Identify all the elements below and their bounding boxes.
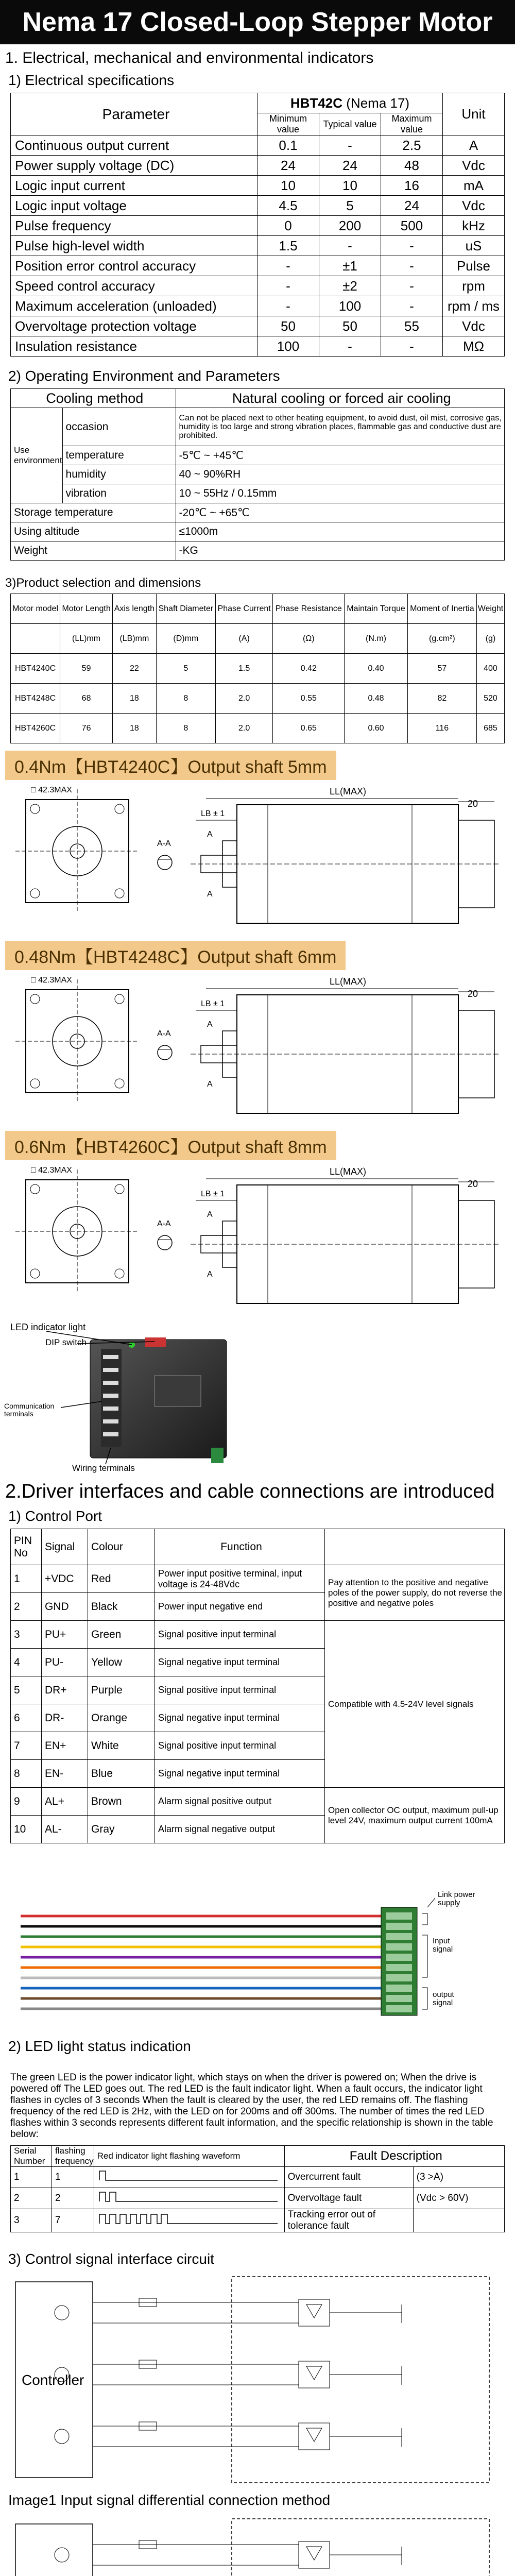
use-env-label: Use environment <box>11 408 63 503</box>
circuit-caption: Image1 Input signal differential connection method <box>8 2492 331 2508</box>
prod-unit: (D)mm <box>156 624 215 654</box>
motor-drawing <box>10 1164 505 1314</box>
cooling-label: Cooling method <box>11 389 176 408</box>
spec-param: Maximum acceleration (unloaded) <box>11 296 258 316</box>
cp-function: Alarm signal negative output <box>155 1816 325 1843</box>
cp-note-power: Pay attention to the positive and negative poles of the power supply, do not reverse the positive and negative poles <box>325 1565 505 1621</box>
spec-value: - <box>381 236 443 256</box>
storage-label: Storage temperature <box>11 503 176 522</box>
cooling-value: Natural cooling or forced air cooling <box>176 389 504 408</box>
dim-a: A <box>207 1080 213 1089</box>
led-heading: 2) LED light status indication <box>8 2038 191 2054</box>
spec-value: 24 <box>381 196 443 216</box>
dim-a: A <box>207 830 213 839</box>
prod-cell: HBT4240C <box>11 654 60 684</box>
interface-circuit-heading: 3) Control signal interface circuit <box>8 2251 214 2267</box>
cp-pin: 6 <box>11 1704 42 1732</box>
led-freq: 2 <box>52 2188 94 2209</box>
dim-a: A <box>207 890 213 899</box>
spec-param: Power supply voltage (DC) <box>11 156 258 176</box>
prod-header: Maintain Torque <box>345 594 407 624</box>
circuit-diagram <box>10 2514 505 2576</box>
circuit-block <box>0 2272 515 2514</box>
link-power-label: Link power supply <box>438 1890 475 1907</box>
spec-value: 10 <box>258 176 319 196</box>
cp-pin: 4 <box>11 1649 42 1676</box>
spec-value: 100 <box>319 296 381 316</box>
control-port-table <box>10 1529 505 1843</box>
unit-header: Unit <box>443 93 505 135</box>
led-serial: 2 <box>11 2188 52 2209</box>
prod-unit: (A) <box>215 624 272 654</box>
motor-drawing <box>10 784 505 934</box>
spec-row <box>11 276 505 296</box>
temperature-value: -5℃ ~ +45℃ <box>176 446 504 465</box>
prod-cell: 0.42 <box>273 654 345 684</box>
spec-value: 50 <box>319 316 381 336</box>
cp-colour: Yellow <box>88 1649 155 1676</box>
prod-unit: (g) <box>476 624 504 654</box>
cp-function: Signal negative input terminal <box>155 1760 325 1788</box>
section-1-heading: 1. Electrical, mechanical and environmental indicators <box>5 49 374 66</box>
led-freq: 7 <box>52 2209 94 2232</box>
spec-value: 48 <box>381 156 443 176</box>
dim-ll: LL(MAX) <box>330 1166 367 1177</box>
model-header: HBT42C (Nema 17) <box>258 93 443 113</box>
controller-label: Controller <box>22 2372 84 2388</box>
spec-value: Vdc <box>443 156 505 176</box>
prod-unit: (g.cm²) <box>407 624 476 654</box>
cp-function: Power input positive terminal, input voltage is 24-48Vdc <box>155 1565 325 1593</box>
spec-value: 1.5 <box>258 236 319 256</box>
dim-ll: LL(MAX) <box>330 786 367 796</box>
dim-a: A <box>207 1020 213 1029</box>
prod-header: Motor Length <box>60 594 113 624</box>
cp-pin: 3 <box>11 1621 42 1649</box>
param-header: Parameter <box>11 93 258 135</box>
led-fault-cond: (Vdc > 60V) <box>413 2188 504 2209</box>
weight-label: Weight <box>11 541 176 561</box>
prod-header: Weight <box>476 594 504 624</box>
prod-row <box>11 714 505 743</box>
prod-cell: 18 <box>113 684 157 714</box>
spec-value: rpm <box>443 276 505 296</box>
waveform-icon <box>97 2188 283 2206</box>
prod-cell: 22 <box>113 654 157 684</box>
spec-value: 5 <box>319 196 381 216</box>
page-title: Nema 17 Closed-Loop Stepper Motor <box>0 0 515 44</box>
spec-value: - <box>258 256 319 276</box>
cp-pin: 5 <box>11 1676 42 1704</box>
led-header-serial: Serial Number <box>11 2146 52 2167</box>
spec-param: Continuous output current <box>11 135 258 156</box>
prod-cell: 2.0 <box>215 714 272 743</box>
spec-value: 2.5 <box>381 135 443 156</box>
wiring-diagram <box>10 1856 505 2026</box>
dim-square: □ 42.3MAX <box>31 786 72 794</box>
prod-header: Shaft Diameter <box>156 594 215 624</box>
spec-value: 16 <box>381 176 443 196</box>
input-signal-label: Input signal <box>433 1937 453 1954</box>
dim-ll: LL(MAX) <box>330 976 367 987</box>
cp-row <box>11 1565 505 1593</box>
led-fault-cond: (3 >A) <box>413 2167 504 2188</box>
spec-value: rpm / ms <box>443 296 505 316</box>
prod-cell: 2.0 <box>215 684 272 714</box>
storage-value: -20℃ ~ +65℃ <box>176 503 504 522</box>
dim-aa: A-A <box>157 839 171 848</box>
cp-pin: 8 <box>11 1760 42 1788</box>
occasion-note: Can not be placed next to other heating equipment, to avoid dust, oil mist, corrosive gas, humidity is too large and strong vibration places, flammable gas and conductive dust are prohibited. <box>176 408 504 446</box>
environment-heading: 2) Operating Environment and Parameters <box>8 368 280 384</box>
dim-20: 20 <box>468 989 478 999</box>
spec-value: 100 <box>258 336 319 357</box>
prod-unit: (N.m) <box>345 624 407 654</box>
model-block <box>0 743 515 934</box>
cp-colour: Red <box>88 1565 155 1593</box>
prod-cell: HBT4260C <box>11 714 60 743</box>
led-row <box>11 2209 505 2232</box>
prod-unit: (LL)mm <box>60 624 113 654</box>
electrical-spec-heading: 1) Electrical specifications <box>8 72 175 88</box>
cp-pin: 10 <box>11 1816 42 1843</box>
spec-value: mA <box>443 176 505 196</box>
spec-row <box>11 216 505 236</box>
model-banner: 0.48Nm【HBT4248C】Output shaft 6mm <box>5 941 346 970</box>
prod-cell: 8 <box>156 714 215 743</box>
cp-signal: AL- <box>42 1816 88 1843</box>
cp-pin: 1 <box>11 1565 42 1593</box>
weight-value: -KG <box>176 541 504 561</box>
spec-value: - <box>319 135 381 156</box>
dim-lb: LB ± 1 <box>201 809 225 818</box>
spec-value: Vdc <box>443 316 505 336</box>
cp-colour: Gray <box>88 1816 155 1843</box>
motor-drawing <box>10 974 505 1124</box>
spec-value: 10 <box>319 176 381 196</box>
led-serial: 1 <box>11 2167 52 2188</box>
cp-header-pin: PIN No <box>11 1529 42 1565</box>
spec-row <box>11 336 505 357</box>
led-header-wave: Red indicator light flashing waveform <box>94 2146 284 2167</box>
spec-param: Logic input current <box>11 176 258 196</box>
spec-value: - <box>381 276 443 296</box>
spec-row <box>11 296 505 316</box>
cp-colour: White <box>88 1732 155 1760</box>
prod-cell: 1.5 <box>215 654 272 684</box>
spec-row <box>11 156 505 176</box>
led-serial: 3 <box>11 2209 52 2232</box>
cp-colour: Green <box>88 1621 155 1649</box>
spec-value: ±1 <box>319 256 381 276</box>
spec-param: Insulation resistance <box>11 336 258 357</box>
output-signal-label: output signal <box>433 1990 454 2007</box>
prod-cell: 0.60 <box>345 714 407 743</box>
prod-cell: 0.55 <box>273 684 345 714</box>
model-banner: 0.6Nm【HBT4260C】Output shaft 8mm <box>5 1131 336 1160</box>
led-header-fault: Fault Description <box>284 2146 504 2167</box>
led-fault-desc: Overcurrent fault <box>284 2167 413 2188</box>
product-selection-heading: 3)Product selection and dimensions <box>5 576 201 590</box>
spec-value: - <box>319 236 381 256</box>
led-freq: 1 <box>52 2167 94 2188</box>
dim-20: 20 <box>468 799 478 809</box>
callout-comm: Communication terminals <box>4 1402 55 1418</box>
vibration-label: vibration <box>62 484 176 503</box>
prod-header: Motor model <box>11 594 60 624</box>
cp-signal: DR+ <box>42 1676 88 1704</box>
spec-value: 24 <box>319 156 381 176</box>
prod-cell: HBT4248C <box>11 684 60 714</box>
typ-header: Typical value <box>319 113 381 135</box>
environment-table <box>10 388 505 561</box>
cp-function: Alarm signal positive output <box>155 1788 325 1816</box>
model-block <box>0 1124 515 1314</box>
model-banner: 0.4Nm【HBT4240C】Output shaft 5mm <box>5 751 336 780</box>
spec-value: uS <box>443 236 505 256</box>
led-fault-desc: Tracking error out of tolerance fault <box>284 2209 413 2232</box>
spec-value: A <box>443 135 505 156</box>
spec-value: - <box>381 336 443 357</box>
prod-cell: 520 <box>476 684 504 714</box>
led-fault-desc: Overvoltage fault <box>284 2188 413 2209</box>
dim-a: A <box>207 1270 213 1279</box>
cp-pin: 7 <box>11 1732 42 1760</box>
spec-param: Pulse frequency <box>11 216 258 236</box>
driver-photo-area <box>0 1319 515 1473</box>
dim-aa: A-A <box>157 1219 171 1228</box>
spec-value: ±2 <box>319 276 381 296</box>
led-waveform <box>94 2188 284 2209</box>
altitude-value: ≤1000m <box>176 522 504 541</box>
spec-row <box>11 256 505 276</box>
model-block <box>0 934 515 1124</box>
prod-cell: 68 <box>60 684 113 714</box>
spec-value: - <box>381 256 443 276</box>
temperature-label: temperature <box>62 446 176 465</box>
cp-signal: EN+ <box>42 1732 88 1760</box>
dim-square: □ 42.3MAX <box>31 976 72 985</box>
prod-header: Phase Resistance <box>273 594 345 624</box>
occasion-label: occasion <box>62 408 176 446</box>
led-row <box>11 2167 505 2188</box>
dim-lb: LB ± 1 <box>201 999 225 1008</box>
cp-signal: +VDC <box>42 1565 88 1593</box>
spec-param: Overvoltage protection voltage <box>11 316 258 336</box>
dim-lb: LB ± 1 <box>201 1190 225 1198</box>
spec-param: Pulse high-level width <box>11 236 258 256</box>
cp-pin: 2 <box>11 1593 42 1621</box>
spec-row <box>11 176 505 196</box>
cp-signal: PU- <box>42 1649 88 1676</box>
prod-cell: 0.40 <box>345 654 407 684</box>
prod-cell: 82 <box>407 684 476 714</box>
prod-cell: 57 <box>407 654 476 684</box>
callout-led: LED indicator light <box>10 1322 86 1332</box>
cp-function: Signal negative input terminal <box>155 1649 325 1676</box>
cp-header-colour: Colour <box>88 1529 155 1565</box>
control-port-heading: 1) Control Port <box>8 1508 102 1524</box>
led-fault-cond <box>413 2209 504 2232</box>
spec-value: 500 <box>381 216 443 236</box>
cp-row <box>11 1621 505 1649</box>
dim-aa: A-A <box>157 1029 171 1038</box>
spec-value: - <box>258 276 319 296</box>
spec-value: Pulse <box>443 256 505 276</box>
altitude-label: Using altitude <box>11 522 176 541</box>
spec-value: - <box>319 336 381 357</box>
led-waveform <box>94 2209 284 2232</box>
spec-row <box>11 236 505 256</box>
spec-row <box>11 135 505 156</box>
spec-value: kHz <box>443 216 505 236</box>
product-selection-table <box>10 594 505 743</box>
prod-cell: 116 <box>407 714 476 743</box>
spec-value: 55 <box>381 316 443 336</box>
dim-a: A <box>207 1210 213 1219</box>
cp-row <box>11 1788 505 1816</box>
prod-unit: (Ω) <box>273 624 345 654</box>
spec-value: 200 <box>319 216 381 236</box>
prod-unit <box>11 624 60 654</box>
spec-param: Position error control accuracy <box>11 256 258 276</box>
humidity-value: 40 ~ 90%RH <box>176 465 504 484</box>
spec-value: 50 <box>258 316 319 336</box>
spec-value: 0 <box>258 216 319 236</box>
prod-header: Moment of Inertia <box>407 594 476 624</box>
cp-signal: EN- <box>42 1760 88 1788</box>
dim-square: □ 42.3MAX <box>31 1166 72 1175</box>
prod-row <box>11 684 505 714</box>
cp-header-note <box>325 1529 505 1565</box>
cp-note-alarm: Open collector OC output, maximum pull-up level 24V, maximum output current 100mA <box>325 1788 505 1843</box>
cp-function: Signal positive input terminal <box>155 1732 325 1760</box>
spec-value: 24 <box>258 156 319 176</box>
cp-function: Signal negative input terminal <box>155 1704 325 1732</box>
cp-colour: Blue <box>88 1760 155 1788</box>
spec-value: MΩ <box>443 336 505 357</box>
cp-note-signal: Compatible with 4.5-24V level signals <box>325 1621 505 1788</box>
waveform-icon <box>97 2167 283 2184</box>
section-2-heading: 2.Driver interfaces and cable connections are introduced <box>5 1481 495 1502</box>
circuit-block <box>0 2514 515 2576</box>
cp-colour: Black <box>88 1593 155 1621</box>
prod-cell: 685 <box>476 714 504 743</box>
prod-unit: (LB)mm <box>113 624 157 654</box>
cp-function: Signal positive input terminal <box>155 1676 325 1704</box>
prod-cell: 0.65 <box>273 714 345 743</box>
spec-value: 0.1 <box>258 135 319 156</box>
cp-signal: PU+ <box>42 1621 88 1649</box>
cp-signal: AL+ <box>42 1788 88 1816</box>
cp-signal: GND <box>42 1593 88 1621</box>
circuit-diagram <box>10 2272 505 2488</box>
led-fault-table <box>10 2145 505 2232</box>
cp-function: Signal positive input terminal <box>155 1621 325 1649</box>
electrical-spec-table <box>10 93 505 357</box>
callout-dip: DIP switch <box>45 1337 87 1347</box>
prod-cell: 59 <box>60 654 113 684</box>
cp-function: Power input negative end <box>155 1593 325 1621</box>
spec-param: Speed control accuracy <box>11 276 258 296</box>
led-description: The green LED is the power indicator light, which stays on when the driver is powered on; When the drive is powered off The LED goes out. The red LED is the fault indicator light. When a fault occurs, the indicator light flashes in cycles of 3 seconds When the fault is cleared by the user, the red LED remains off. The flashing frequency of the red LED is 2Hz, with the LED on for 200ms and off 300ms. The number of times the red LED flashes within 3 seconds represents different fault information, and the specific relationship is shown in the table below: <box>10 2072 493 2140</box>
spec-value: - <box>381 296 443 316</box>
spec-row <box>11 316 505 336</box>
cp-header-function: Function <box>155 1529 325 1565</box>
callout-wiring: Wiring terminals <box>72 1463 135 1473</box>
cp-colour: Purple <box>88 1676 155 1704</box>
cp-header-signal: Signal <box>42 1529 88 1565</box>
waveform-icon <box>97 2210 283 2228</box>
led-row <box>11 2188 505 2209</box>
led-waveform <box>94 2167 284 2188</box>
prod-cell: 18 <box>113 714 157 743</box>
spec-value: Vdc <box>443 196 505 216</box>
prod-header: Phase Current <box>215 594 272 624</box>
dim-20: 20 <box>468 1179 478 1189</box>
prod-cell: 5 <box>156 654 215 684</box>
led-header-freq: flashing frequency <box>52 2146 94 2167</box>
vibration-value: 10 ~ 55Hz / 0.15mm <box>176 484 504 503</box>
prod-cell: 8 <box>156 684 215 714</box>
spec-value: - <box>258 296 319 316</box>
spec-value: 4.5 <box>258 196 319 216</box>
prod-cell: 0.48 <box>345 684 407 714</box>
prod-cell: 76 <box>60 714 113 743</box>
prod-header: Axis length <box>113 594 157 624</box>
cp-colour: Orange <box>88 1704 155 1732</box>
cp-signal: DR- <box>42 1704 88 1732</box>
cp-pin: 9 <box>11 1788 42 1816</box>
spec-row <box>11 196 505 216</box>
prod-cell: 400 <box>476 654 504 684</box>
max-header: Maximum value <box>381 113 443 135</box>
humidity-label: humidity <box>62 465 176 484</box>
cp-colour: Brown <box>88 1788 155 1816</box>
prod-row <box>11 654 505 684</box>
min-header: Minimum value <box>258 113 319 135</box>
spec-param: Logic input voltage <box>11 196 258 216</box>
